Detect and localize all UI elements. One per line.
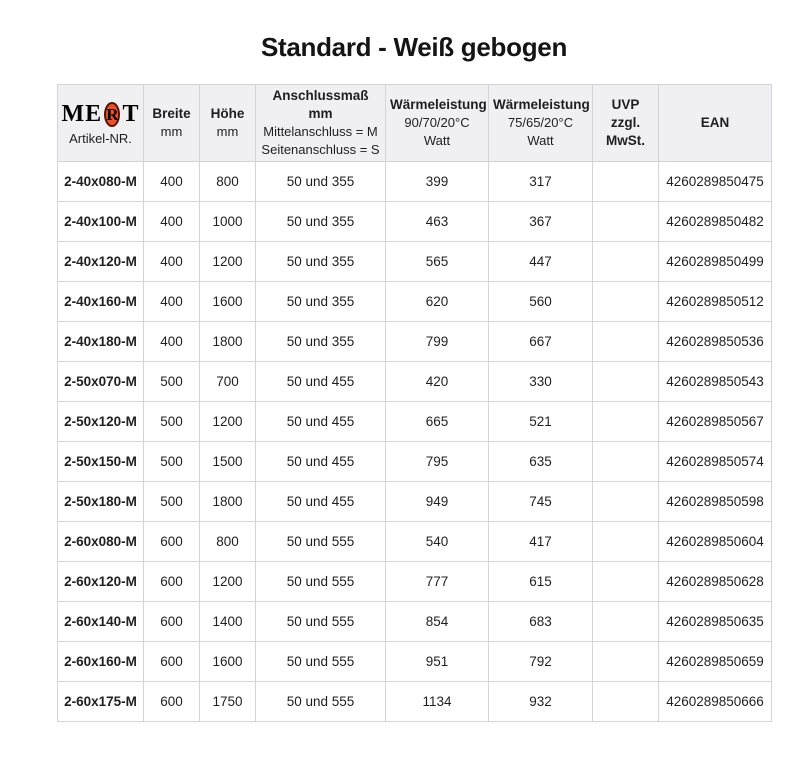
anschlussmass-cell: 50 und 455: [256, 401, 386, 441]
waermeleistung-75-cell: 317: [489, 161, 593, 201]
table-row: [58, 201, 772, 241]
waerme90-temps: 90/70/20°C: [404, 115, 470, 131]
ean-cell: 4260289850543: [659, 361, 772, 401]
anschlussmass-cell: 50 und 355: [256, 321, 386, 361]
anschlussmass-cell: 50 und 455: [256, 481, 386, 521]
waermeleistung-75-cell: 330: [489, 361, 593, 401]
logo-circle-icon: R: [104, 102, 120, 127]
breite-cell: 400: [144, 241, 200, 281]
waermeleistung-75-cell: 745: [489, 481, 593, 521]
waermeleistung-90-cell: 620: [386, 281, 489, 321]
waerme75-temps: 75/65/20°C: [507, 115, 574, 131]
hoehe-cell: 1800: [200, 481, 256, 521]
header-waermeleistung-90: [386, 85, 489, 162]
table-body: [58, 161, 772, 721]
hoehe-cell: 1200: [200, 561, 256, 601]
header-hoehe: [200, 85, 256, 162]
waermeleistung-75-cell: 683: [489, 601, 593, 641]
breite-cell: 600: [144, 641, 200, 681]
ean-label: EAN: [700, 115, 730, 131]
anschlussmass-cell: 50 und 555: [256, 641, 386, 681]
uvp-cell: [593, 321, 659, 361]
breite-cell: 600: [144, 561, 200, 601]
artikel-nr-cell: 2-50x070-M: [58, 361, 144, 401]
hoehe-unit: mm: [216, 124, 239, 140]
waermeleistung-90-cell: 951: [386, 641, 489, 681]
header-anschlussmass: [256, 85, 386, 162]
uvp-cell: [593, 281, 659, 321]
anschlussmass-cell: 50 und 355: [256, 241, 386, 281]
anschlussmass-cell: 50 und 355: [256, 281, 386, 321]
breite-cell: 400: [144, 161, 200, 201]
ean-cell: 4260289850512: [659, 281, 772, 321]
uvp-cell: [593, 601, 659, 641]
artikel-nr-cell: 2-40x120-M: [58, 241, 144, 281]
table-row: [58, 601, 772, 641]
hoehe-cell: 1000: [200, 201, 256, 241]
artikel-nr-cell: 2-60x080-M: [58, 521, 144, 561]
uvp-label: UVP: [611, 97, 640, 113]
artikel-nr-cell: 2-60x140-M: [58, 601, 144, 641]
waermeleistung-90-cell: 1134: [386, 681, 489, 721]
hoehe-cell: 1600: [200, 641, 256, 681]
header-ean: [659, 85, 772, 162]
waermeleistung-75-cell: 367: [489, 201, 593, 241]
waermeleistung-90-cell: 540: [386, 521, 489, 561]
anschluss-seiten: Seitenanschluss = S: [261, 141, 380, 157]
artikel-nr-cell: 2-60x160-M: [58, 641, 144, 681]
anschlussmass-cell: 50 und 455: [256, 441, 386, 481]
ean-cell: 4260289850635: [659, 601, 772, 641]
ean-cell: 4260289850604: [659, 521, 772, 561]
waermeleistung-75-cell: 792: [489, 641, 593, 681]
breite-cell: 400: [144, 281, 200, 321]
table-row: [58, 241, 772, 281]
ean-cell: 4260289850475: [659, 161, 772, 201]
table-header: [58, 85, 772, 162]
hoehe-cell: 1400: [200, 601, 256, 641]
artikel-nr-cell: 2-40x160-M: [58, 281, 144, 321]
mert-logo: [62, 102, 139, 127]
ean-cell: 4260289850482: [659, 201, 772, 241]
uvp-cell: [593, 521, 659, 561]
uvp-cell: [593, 361, 659, 401]
waerme90-unit: Watt: [423, 132, 451, 148]
artikel-nr-cell: 2-60x175-M: [58, 681, 144, 721]
table-row: [58, 321, 772, 361]
artikel-nr-cell: 2-40x100-M: [58, 201, 144, 241]
header-row: [58, 85, 772, 162]
uvp-mwst: MwSt.: [606, 132, 645, 148]
waermeleistung-90-cell: 854: [386, 601, 489, 641]
artikel-nr-cell: 2-60x120-M: [58, 561, 144, 601]
anschlussmass-cell: 50 und 355: [256, 201, 386, 241]
table-row: [58, 681, 772, 721]
waermeleistung-75-cell: 635: [489, 441, 593, 481]
hoehe-cell: 1600: [200, 281, 256, 321]
ean-cell: 4260289850536: [659, 321, 772, 361]
hoehe-cell: 800: [200, 161, 256, 201]
breite-cell: 400: [144, 201, 200, 241]
uvp-zzgl: zzgl.: [610, 114, 641, 130]
header-breite: [144, 85, 200, 162]
hoehe-cell: 800: [200, 521, 256, 561]
ean-cell: 4260289850574: [659, 441, 772, 481]
waermeleistung-75-cell: 560: [489, 281, 593, 321]
table-row: [58, 401, 772, 441]
waermeleistung-90-cell: 949: [386, 481, 489, 521]
waerme90-label: Wärmeleistung: [390, 97, 487, 113]
anschlussmass-cell: 50 und 555: [256, 681, 386, 721]
artikel-nr-cell: 2-50x150-M: [58, 441, 144, 481]
uvp-cell: [593, 681, 659, 721]
artikel-nr-cell: 2-40x080-M: [58, 161, 144, 201]
anschlussmass-cell: 50 und 455: [256, 361, 386, 401]
waermeleistung-90-cell: 665: [386, 401, 489, 441]
breite-cell: 600: [144, 521, 200, 561]
hoehe-cell: 1750: [200, 681, 256, 721]
hoehe-cell: 1500: [200, 441, 256, 481]
waermeleistung-90-cell: 777: [386, 561, 489, 601]
header-uvp: [593, 85, 659, 162]
waermeleistung-75-cell: 417: [489, 521, 593, 561]
header-artikel-nr: [58, 85, 144, 162]
table-row: [58, 161, 772, 201]
ean-cell: 4260289850659: [659, 641, 772, 681]
waermeleistung-75-cell: 521: [489, 401, 593, 441]
waermeleistung-90-cell: 399: [386, 161, 489, 201]
uvp-cell: [593, 441, 659, 481]
anschlussmass-cell: 50 und 555: [256, 521, 386, 561]
logo-text-right: T: [122, 101, 140, 128]
uvp-cell: [593, 161, 659, 201]
waermeleistung-75-cell: 667: [489, 321, 593, 361]
uvp-cell: [593, 201, 659, 241]
anschlussmass-cell: 50 und 355: [256, 161, 386, 201]
uvp-cell: [593, 401, 659, 441]
page-title: Standard - Weiß gebogen: [260, 32, 568, 62]
breite-cell: 600: [144, 601, 200, 641]
breite-label: Breite: [152, 105, 191, 121]
logo-text-left: ME: [61, 101, 103, 128]
breite-unit: mm: [160, 124, 183, 140]
ean-cell: 4260289850499: [659, 241, 772, 281]
table-row: [58, 481, 772, 521]
uvp-cell: [593, 481, 659, 521]
breite-cell: 500: [144, 441, 200, 481]
artikel-nr-label: Artikel-NR.: [69, 130, 132, 146]
uvp-cell: [593, 641, 659, 681]
waerme75-unit: Watt: [527, 132, 554, 148]
hoehe-cell: 1800: [200, 321, 256, 361]
breite-cell: 500: [144, 401, 200, 441]
hoehe-label: Höhe: [210, 105, 245, 121]
artikel-nr-cell: 2-50x180-M: [58, 481, 144, 521]
hoehe-cell: 1200: [200, 241, 256, 281]
anschluss-label: Anschlussmaß mm: [272, 88, 369, 122]
breite-cell: 500: [144, 481, 200, 521]
ean-cell: 4260289850567: [659, 401, 772, 441]
table-row: [58, 281, 772, 321]
table-row: [58, 561, 772, 601]
waermeleistung-90-cell: 463: [386, 201, 489, 241]
table-row: [58, 641, 772, 681]
hoehe-cell: 1200: [200, 401, 256, 441]
ean-cell: 4260289850666: [659, 681, 772, 721]
waermeleistung-75-cell: 615: [489, 561, 593, 601]
table-row: [58, 361, 772, 401]
table-row: [58, 441, 772, 481]
anschlussmass-cell: 50 und 555: [256, 601, 386, 641]
hoehe-cell: 700: [200, 361, 256, 401]
uvp-cell: [593, 241, 659, 281]
artikel-nr-cell: 2-50x120-M: [58, 401, 144, 441]
waermeleistung-90-cell: 565: [386, 241, 489, 281]
ean-cell: 4260289850598: [659, 481, 772, 521]
header-waermeleistung-75: [489, 85, 593, 162]
breite-cell: 600: [144, 681, 200, 721]
table-row: [58, 521, 772, 561]
anschlussmass-cell: 50 und 555: [256, 561, 386, 601]
waermeleistung-90-cell: 420: [386, 361, 489, 401]
waermeleistung-75-cell: 447: [489, 241, 593, 281]
waermeleistung-90-cell: 799: [386, 321, 489, 361]
anschluss-mittel: Mittelanschluss = M: [263, 124, 378, 140]
ean-cell: 4260289850628: [659, 561, 772, 601]
breite-cell: 400: [144, 321, 200, 361]
waerme75-label: Wärmeleistung: [493, 97, 590, 113]
breite-cell: 500: [144, 361, 200, 401]
waermeleistung-75-cell: 932: [489, 681, 593, 721]
waermeleistung-90-cell: 795: [386, 441, 489, 481]
artikel-nr-cell: 2-40x180-M: [58, 321, 144, 361]
uvp-cell: [593, 561, 659, 601]
product-spec-table: [57, 84, 772, 722]
